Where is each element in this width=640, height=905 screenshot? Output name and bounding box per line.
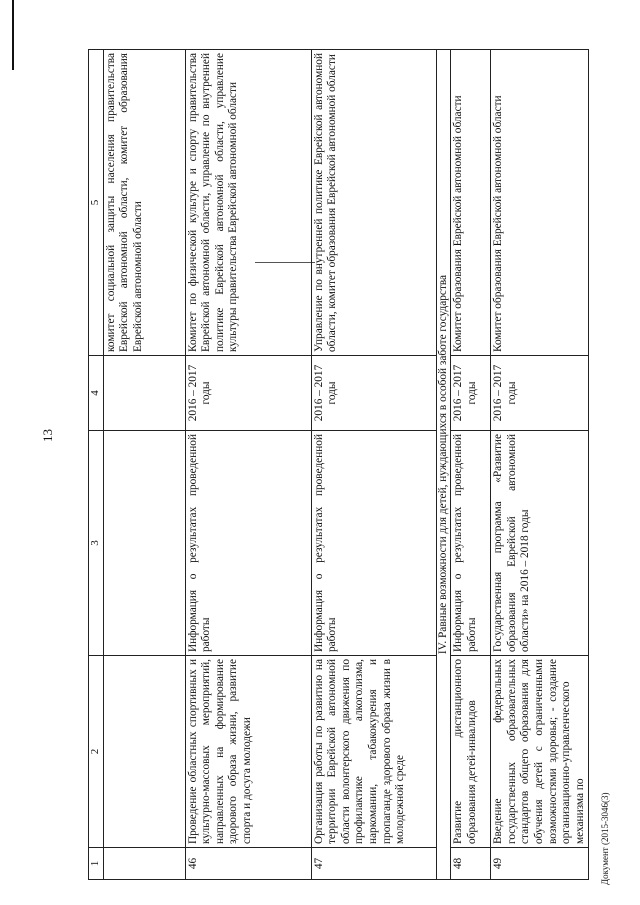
footer-stamp: Документ (2015-3046(3) <box>600 792 610 885</box>
row-num: 48 <box>451 848 491 880</box>
row-form: Информация о результатах проведенной работы <box>451 431 491 656</box>
section-row <box>436 50 451 880</box>
row-responsible: Комитет образования Еврейской автономной области <box>491 50 589 356</box>
row-term: 2016 – 2017 годы <box>185 356 311 431</box>
table-row-48 <box>451 50 491 880</box>
row-cont-event <box>103 656 185 848</box>
header-cell-4: 4 <box>89 356 104 431</box>
row-cont-term <box>103 356 185 431</box>
row-responsible: Управление по внутренней политике Еврейской автономной области, комитет образования Еврейской автономной области <box>311 50 436 356</box>
table-row-46 <box>185 50 311 880</box>
header-cell-2: 2 <box>89 656 104 848</box>
row-num: 46 <box>185 848 311 880</box>
header-cell-1: 1 <box>89 848 104 880</box>
row-term: 2016 – 2017 годы <box>451 356 491 431</box>
row-event: Развитие дистанционного образования детей-инвалидов <box>451 656 491 848</box>
page-number: 13 <box>40 429 55 442</box>
row-cont-responsible: комитет социальной защиты населения правительства Еврейской автономной области, комитет образования Еврейской автономной области <box>103 50 185 356</box>
section-heading: IV. Равные возможности для детей, нуждающихся в особой заботе государства <box>436 50 451 880</box>
table-row-47 <box>311 50 436 880</box>
row-responsible: Комитет по физической культуре и спорту правительства Еврейской автономной области, управление по внутренней политике Еврейской автономной области, управление культуры правительства Еврейской автономной области <box>185 50 311 356</box>
row-responsible: Комитет образования Еврейской автономной области <box>451 50 491 356</box>
header-cell-5: 5 <box>89 50 104 356</box>
row-term: 2016 – 2017 годы <box>311 356 436 431</box>
row-cont-form <box>103 431 185 656</box>
row-num: 49 <box>491 848 589 880</box>
row-event: Проведение областных спортивных и культурно-массовых мероприятий, направленных на формирование здорового образа жизни, развитие спорта и досуга молодежи <box>185 656 311 848</box>
measures-table <box>88 49 589 880</box>
header-cell-3: 3 <box>89 431 104 656</box>
row-event: Введение федеральных государственных образовательных стандартов общего образования для обучения детей с ограниченными возможностями здоровья; - создание организационно-управленческого механизма по <box>491 656 589 848</box>
row-form: Государственная программа «Развитие образования Еврейской автономной области» на 2016 – 2018 годы <box>491 431 589 656</box>
margin-line <box>12 0 14 70</box>
table-row-49 <box>491 50 589 880</box>
row-cont-num <box>103 848 185 880</box>
row-num: 47 <box>311 848 436 880</box>
rotated-table-wrapper <box>88 50 588 880</box>
row-form: Информация о результатах проведенной работы <box>311 431 436 656</box>
table-row-continued <box>103 50 185 880</box>
row-term: 2016 – 2017 годы <box>491 356 589 431</box>
header-row <box>89 50 104 880</box>
row-event: Организация работы по развитию на территории Еврейской автономной области волонтерского движения по профилактике алкоголизма, наркомании, табакокурения и пропаганде здорового образа жизни в молодежной среде <box>311 656 436 848</box>
row-form: Информация о результатах проведенной работы <box>185 431 311 656</box>
